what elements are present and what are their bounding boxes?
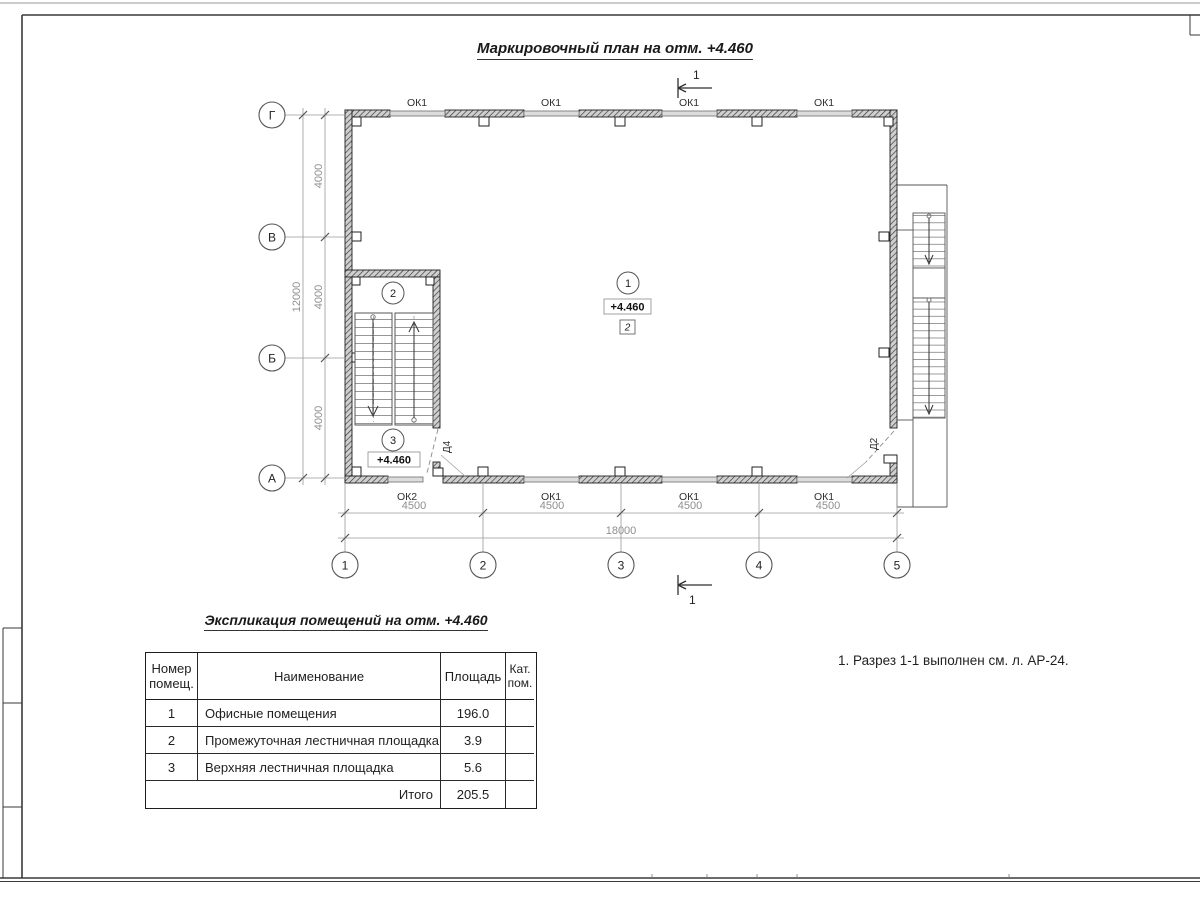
grid-bubbles-rows	[259, 102, 285, 491]
sheet-title	[455, 40, 775, 60]
row-cat	[506, 700, 534, 727]
schedule-title-text: Экспликация помещений на отм. +4.460	[204, 612, 487, 631]
grid-row-label: А	[267, 471, 277, 486]
col-header-num: Номер помещ.	[146, 653, 198, 700]
row-name: Промежуточная лестничная площадка	[198, 727, 441, 754]
total-cat	[506, 781, 534, 808]
row-area: 196.0	[441, 700, 506, 727]
grid-col-label: 3	[617, 558, 625, 573]
door-d4-label: Д4	[442, 440, 453, 454]
dim-4000: 4000	[313, 405, 325, 431]
doors	[427, 429, 894, 478]
grid-row-label: Б	[268, 351, 276, 366]
dim-4500: 4500	[401, 500, 427, 512]
dim-4000: 4000	[313, 163, 325, 189]
room1-number: 1	[624, 278, 632, 290]
grid-row-label: Г	[268, 108, 276, 123]
grid-col-label: 4	[755, 558, 763, 573]
window-symbols	[388, 111, 852, 482]
door-d2-label: Д2	[869, 437, 880, 451]
window-label: ОК1	[678, 97, 700, 109]
section-mark-bottom	[678, 575, 712, 607]
window-label: ОК1	[678, 491, 700, 503]
room3-elevation: +4.460	[377, 454, 411, 467]
row-num: 2	[146, 727, 198, 754]
row-name: Офисные помещения	[198, 700, 441, 727]
dim-4500: 4500	[539, 500, 565, 512]
window-label: ОК2	[396, 491, 418, 503]
interior-stair	[355, 313, 433, 425]
row-name: Верхняя лестничная площадка	[198, 754, 441, 781]
total-label: Итого	[146, 781, 441, 808]
total-area: 205.5	[441, 781, 506, 808]
row-num: 1	[146, 700, 198, 727]
grid-col-label: 1	[341, 558, 349, 573]
sheet-title-text: Маркировочный план на отм. +4.460	[477, 40, 753, 60]
dim-18000: 18000	[605, 525, 637, 537]
row-cat	[506, 754, 534, 781]
floor-type-mark: 2	[624, 322, 631, 334]
room1-elevation: +4.460	[610, 301, 645, 314]
window-label: ОК1	[540, 491, 562, 503]
grid-row-label: В	[267, 230, 277, 245]
grid-dimensions-left	[259, 102, 345, 491]
grid-col-label: 5	[893, 558, 901, 573]
dim-12000: 12000	[291, 281, 303, 313]
row-area: 3.9	[441, 727, 506, 754]
row-cat	[506, 727, 534, 754]
room2-number: 2	[389, 288, 397, 300]
dim-4500: 4500	[815, 500, 841, 512]
room-schedule-table	[145, 652, 537, 809]
row-area: 5.6	[441, 754, 506, 781]
dim-4500: 4500	[677, 500, 703, 512]
room3-number: 3	[389, 435, 397, 447]
window-label: ОК1	[813, 97, 835, 109]
section-label: 1	[689, 593, 696, 607]
window-label: ОК1	[813, 491, 835, 503]
col-header-name: Наименование	[198, 653, 441, 700]
dim-4000: 4000	[313, 284, 325, 310]
schedule-title	[170, 612, 522, 631]
grid-col-label: 2	[479, 558, 487, 573]
row-num: 3	[146, 754, 198, 781]
grid-bubbles-cols	[332, 552, 910, 578]
exterior-stair	[897, 185, 947, 507]
walls	[345, 110, 897, 483]
section-marks	[678, 68, 712, 607]
col-header-cat: Кат. пом.	[506, 653, 534, 700]
window-label: ОК1	[540, 97, 562, 109]
section-mark-top	[678, 68, 712, 98]
col-header-area: Площадь	[441, 653, 506, 700]
note-text: 1. Разрез 1-1 выполнен см. л. АР-24.	[838, 653, 1069, 668]
section-label: 1	[693, 68, 700, 82]
window-label: ОК1	[406, 97, 428, 109]
